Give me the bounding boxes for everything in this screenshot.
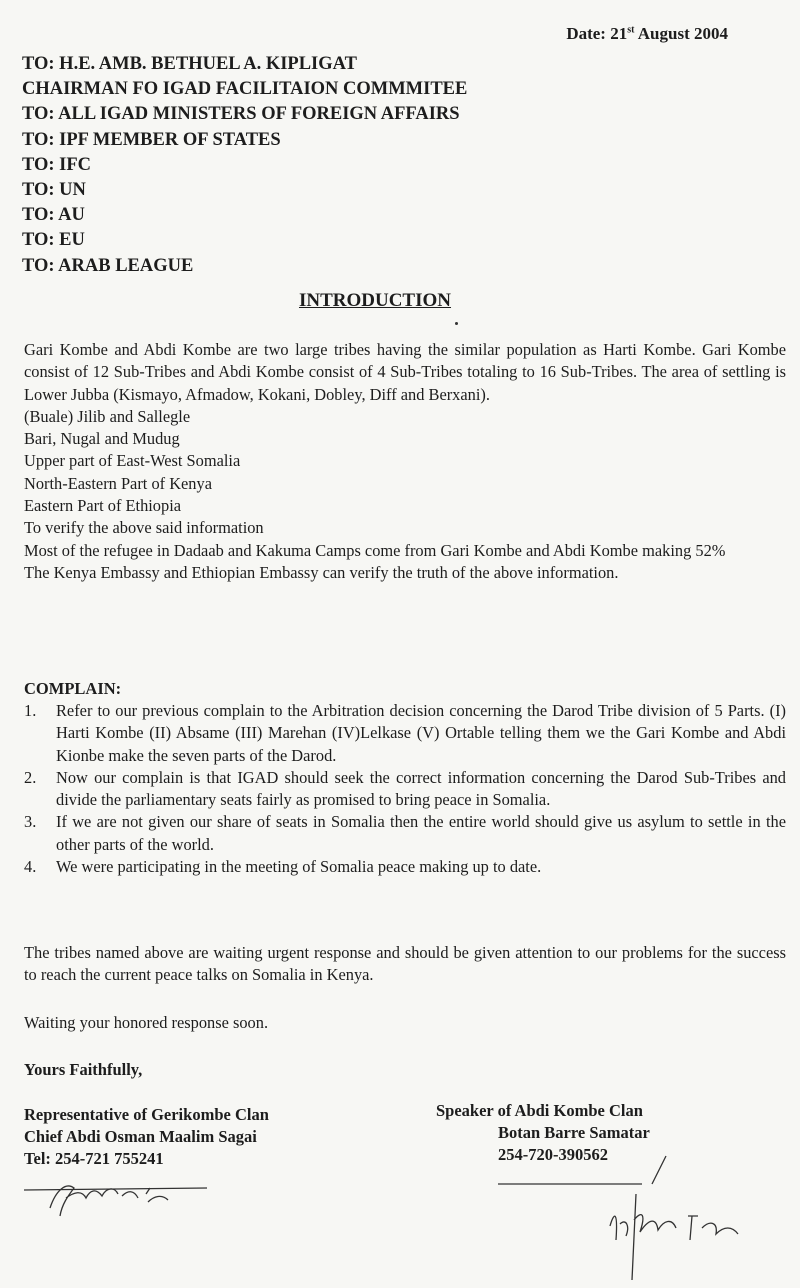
complain-item: [24, 700, 786, 767]
introduction-body: [24, 339, 786, 584]
recipient-line: TO: EU: [22, 230, 85, 251]
signatory-role: Speaker of Abdi Kombe Clan: [436, 1101, 643, 1120]
complain-text: Refer to our previous complain to the Arbitration decision concerning the Darod Tribe division of 5 Parts. (I) Harti Kombe (II) Absame (III) Marehan (IV)Lelkase (V) Ortable telling them we the Gari Kombe and Abdi Kionbe make the seven parts of the Darod.: [56, 701, 786, 765]
recipient-line: TO: IFC: [22, 154, 92, 175]
complain-number: 1.: [24, 701, 37, 720]
recipient-list: [22, 52, 782, 279]
complain-heading: COMPLAIN:: [24, 679, 122, 698]
recipient-line: TO: H.E. AMB. BETHUEL A. KIPLIGAT: [22, 54, 357, 74]
waiting-line: Waiting your honored response soon.: [24, 1013, 269, 1032]
complain-text: We were participating in the meeting of Somalia peace making up to date.: [56, 857, 542, 877]
signatory-name: Botan Barre Samatar: [498, 1123, 650, 1142]
signatory-phone: Tel: 254-721 755241: [24, 1149, 164, 1168]
recipient-line: CHAIRMAN FO IGAD FACILITAION COMMMITEE: [22, 79, 468, 100]
complain-item: [24, 767, 786, 812]
intro-line: Eastern Part of Ethiopia: [24, 496, 182, 516]
date-ordinal-suffix: st: [627, 24, 635, 36]
intro-paragraph: Gari Kombe and Abdi Kombe are two large tribes having the similar population as Harti Kombe. Gari Kombe consist of 12 Sub-Tribes and Abdi Kombe consist of 4 Sub-Tribes totaling to 16 Sub-Tribes. The area of settling is Lower Jubba (Kismayo, Afmadow, Kokani, Dobley, Diff and Berxani).: [24, 340, 786, 404]
date-suffix: August 2004: [634, 24, 728, 43]
signatory-left: [24, 1104, 269, 1170]
recipient-line: TO: ALL IGAD MINISTERS OF FOREIGN AFFAIRS: [22, 104, 460, 125]
closing-paragraph: The tribes named above are waiting urgent response and should be given attention to our problems for the success to reach the current peace talks on Somalia in Kenya.: [24, 943, 786, 985]
intro-line: North-Eastern Part of Kenya: [24, 473, 212, 493]
recipient-line: TO: ARAB LEAGUE: [22, 255, 194, 276]
complain-item: [24, 811, 786, 856]
handwritten-signature-right: [492, 1150, 792, 1280]
introduction-heading: INTRODUCTION: [298, 290, 452, 311]
complain-text: Now our complain is that IGAD should seek the correct information concerning the Darod Sub-Tribes and divide the parliamentary seats fairly as promised to bring peace in Somalia.: [56, 767, 786, 810]
complain-item: [24, 856, 786, 878]
intro-paragraph: Most of the refugee in Dadaab and Kakuma Camps come from Gari Kombe and Abdi Kombe making 52%: [24, 540, 726, 560]
recipient-line: TO: AU: [22, 205, 85, 226]
recipient-line: TO: IPF MEMBER OF STATES: [22, 129, 281, 150]
recipient-line: TO: UN: [22, 180, 86, 201]
complain-number: 2.: [24, 767, 37, 787]
signatory-role: Representative of Gerikombe Clan: [24, 1105, 269, 1124]
complain-text: If we are not given our share of seats in Somalia then the entire world should give us asylum to settle in the other parts of the world.: [56, 812, 786, 854]
intro-line: To verify the above said information: [24, 518, 264, 538]
letter-date: [566, 24, 728, 44]
stray-mark: [455, 322, 458, 325]
intro-line: Upper part of East-West Somalia: [24, 451, 241, 471]
complain-list: [24, 700, 786, 878]
intro-line: (Buale) Jilib and Sallegle: [24, 406, 191, 426]
signatory-name: Chief Abdi Osman Maalim Sagai: [24, 1127, 257, 1146]
date-prefix: Date: 21: [566, 24, 628, 43]
complain-number: 4.: [24, 857, 37, 877]
valediction: Yours Faithfully,: [24, 1060, 143, 1079]
intro-line: Bari, Nugal and Mudug: [24, 429, 180, 449]
intro-paragraph: The Kenya Embassy and Ethiopian Embassy can verify the truth of the above information.: [24, 562, 619, 582]
handwritten-signature-left: [22, 1168, 212, 1228]
signatory-phone: 254-720-390562: [498, 1145, 608, 1164]
complain-number: 3.: [24, 812, 37, 832]
